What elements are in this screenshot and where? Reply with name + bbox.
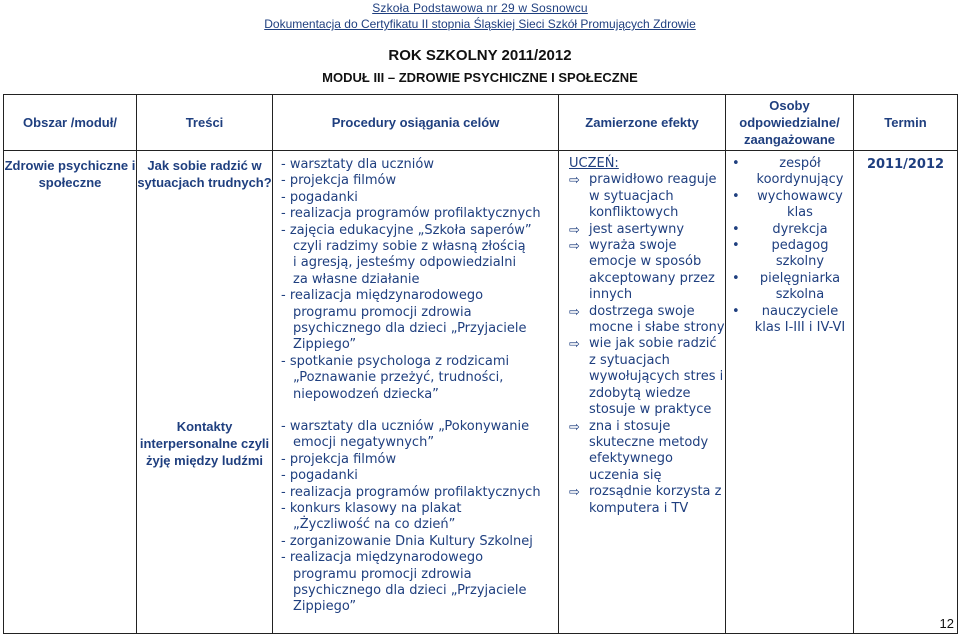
- effects-title: UCZEŃ:: [569, 156, 619, 171]
- procedure-line: - konkurs klasowy na plakat: [281, 501, 462, 517]
- effect-item: [569, 222, 725, 238]
- procedure-line: psychicznego dla dzieci „Przyjaciele: [293, 583, 527, 599]
- person-text: pedagog szkolny: [771, 238, 829, 270]
- bullet-dot-icon: •: [732, 303, 740, 319]
- bullet-dot-icon: •: [732, 221, 740, 237]
- procedure-line: programu promocji zdrowia: [293, 566, 472, 582]
- persons-cell: [726, 151, 854, 634]
- topic-difficult-situations: Jak sobie radzić w sytuacjach trudnych?: [137, 158, 272, 190]
- procedure-line: - warsztaty dla uczniów „Pokonywanie: [281, 419, 530, 434]
- person-text: pielęgniarka szkolna: [759, 270, 841, 303]
- person-text: nauczyciele klas I-III i IV-VI: [754, 303, 846, 336]
- col-header-osoby: Osoby odpowiedzialne/ zaangażowane: [726, 95, 854, 151]
- procedure-line: programu promocji zdrowia: [293, 304, 472, 320]
- person-item: [732, 156, 853, 189]
- hollow-right-arrow-icon: ⇨: [569, 419, 580, 435]
- effect-text: rozsądnie korzysta z komputera i TV: [589, 484, 722, 516]
- procedure-line: psychicznego dla dzieci „Przyjaciele: [293, 321, 527, 337]
- procedure-line: - pogadanki: [281, 189, 358, 205]
- termin-cell: 2011/2012: [854, 151, 958, 634]
- procedure-line: - warsztaty dla uczniów: [281, 157, 434, 172]
- school-name-header: Szkoła Podstawowa nr 29 w Sosnowcu: [372, 1, 588, 15]
- person-text: wychowawcy klas: [757, 188, 843, 221]
- effect-item: [569, 336, 725, 418]
- procedure-line: - realizacja międzynarodowego: [281, 288, 484, 304]
- bullet-dot-icon: •: [732, 156, 740, 171]
- procedure-line: - projekcja filmów: [281, 451, 397, 467]
- plan-table: [3, 94, 958, 634]
- topic-interpersonal-contacts: Kontakty interpersonalne czyli żyję między ludźmi: [139, 419, 270, 468]
- table-row: [4, 151, 958, 634]
- person-item: [732, 222, 853, 238]
- procedure-line: Zippiego”: [293, 599, 357, 615]
- procedure-line: „Poznawanie przeżyć, trudności,: [293, 370, 504, 386]
- effect-item: [569, 304, 725, 337]
- effect-item: [569, 484, 725, 517]
- procedure-line: - realizacja programów profilaktycznych: [281, 206, 541, 222]
- procedure-line: - pogadanki: [281, 468, 358, 484]
- procedure-line: za własne działanie: [293, 271, 420, 287]
- bullet-dot-icon: •: [732, 188, 740, 204]
- effect-item: [569, 419, 725, 485]
- procedure-line: i agresją, jesteśmy odpowiedzialni: [293, 255, 517, 271]
- col-header-tresci: Treści: [137, 95, 273, 151]
- person-item: [732, 189, 853, 222]
- table-header-row: [4, 95, 958, 151]
- procedure-line: emocji negatywnych”: [293, 435, 435, 451]
- page-number: 12: [939, 616, 954, 631]
- effect-text: jest asertywny: [589, 221, 685, 237]
- procedure-line: - zorganizowanie Dnia Kultury Szkolnej: [281, 533, 533, 549]
- procedures-list-1: [281, 157, 556, 403]
- col-header-obszar: Obszar /moduł/: [4, 95, 137, 151]
- procedure-line: Zippiego”: [293, 337, 357, 353]
- col-header-procedury: Procedury osiągania celów: [273, 95, 559, 151]
- procedures-cell: [273, 151, 559, 634]
- effects-cell: [559, 151, 726, 634]
- hollow-right-arrow-icon: ⇨: [569, 485, 580, 501]
- hollow-right-arrow-icon: ⇨: [569, 239, 580, 255]
- person-text: dyrekcja: [772, 221, 828, 237]
- procedure-line: - projekcja filmów: [281, 173, 397, 189]
- document-title-header: Dokumentacja do Certyfikatu II stopnia Śląskiej Sieci Szkół Promujących Zdrowie: [264, 17, 696, 31]
- effect-text: prawidłowo reaguje w sytuacjach konfliktowych: [589, 172, 717, 221]
- effect-item: [569, 238, 725, 304]
- person-text: zespół koordynujący: [756, 156, 844, 188]
- procedure-line: - realizacja programów profilaktycznych: [281, 484, 541, 500]
- procedure-line: „Życzliwość na co dzień”: [293, 517, 456, 533]
- school-year-title: ROK SZKOLNY 2011/2012: [388, 47, 572, 64]
- procedures-list-2: [281, 419, 556, 616]
- effect-text: wyraża swoje emocje w sposób akceptowany przez innych: [589, 238, 715, 303]
- bullet-dot-icon: •: [732, 270, 740, 286]
- effect-text: wie jak sobie radzić z sytuacjach wywołujących stres i zdobytą wiedze stosuje w praktyce: [589, 336, 724, 418]
- col-header-efekty: Zamierzone efekty: [559, 95, 726, 151]
- person-item: [732, 238, 853, 271]
- procedure-line: niepowodzeń dziecka”: [293, 386, 439, 402]
- procedure-line: - spotkanie psychologa z rodzicami: [281, 353, 510, 369]
- effect-text: zna i stosuje skuteczne metody efektywnego uczenia się: [589, 418, 709, 483]
- bullet-dot-icon: •: [732, 238, 740, 254]
- procedure-line: - zajęcia edukacyjne „Szkoła saperów”: [281, 222, 532, 238]
- hollow-right-arrow-icon: ⇨: [569, 222, 580, 238]
- effect-item: [569, 172, 725, 221]
- module-title: MODUŁ III – ZDROWIE PSYCHICZNE I SPOŁECZNE: [322, 70, 638, 85]
- col-header-termin: Termin: [854, 95, 958, 151]
- hollow-right-arrow-icon: ⇨: [569, 337, 580, 353]
- procedure-line: czyli radzimy sobie z własną złością: [293, 239, 526, 255]
- hollow-right-arrow-icon: ⇨: [569, 304, 580, 320]
- effect-text: dostrzega swoje mocne i słabe strony: [589, 303, 725, 336]
- hollow-right-arrow-icon: ⇨: [569, 173, 580, 189]
- person-item: [732, 304, 853, 337]
- person-item: [732, 271, 853, 304]
- obszar-cell: Zdrowie psychiczne i społeczne: [4, 151, 137, 634]
- tresci-cell: [137, 151, 273, 634]
- procedure-line: - realizacja międzynarodowego: [281, 550, 484, 566]
